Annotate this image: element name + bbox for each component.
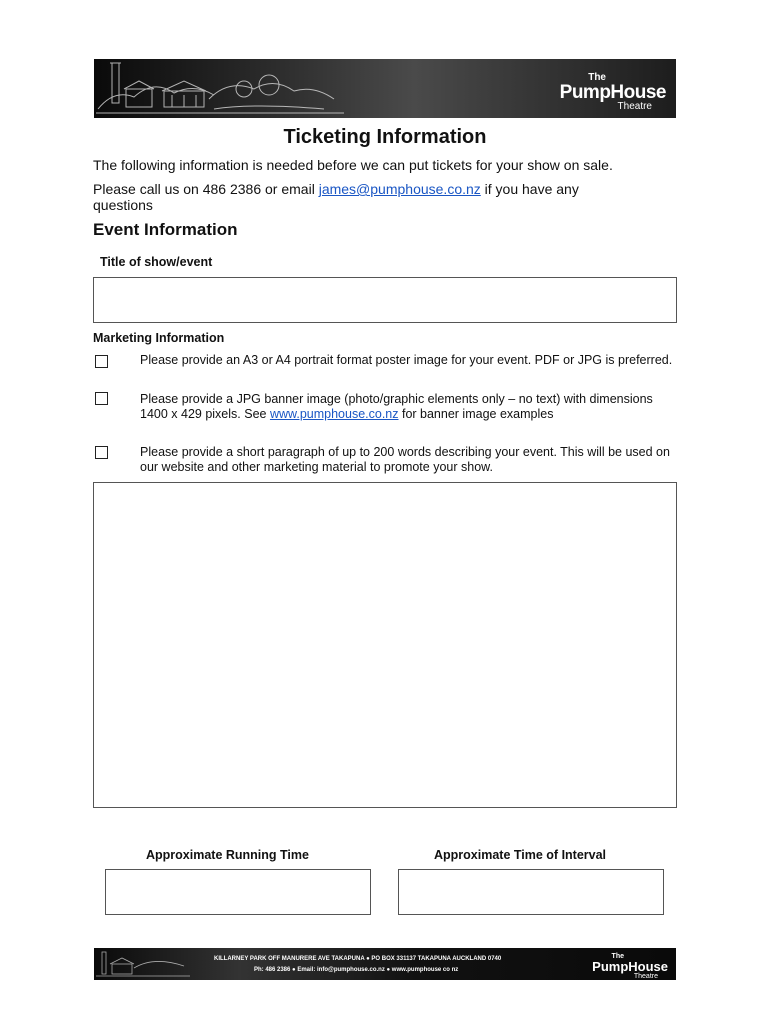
running-time-field[interactable] bbox=[105, 869, 371, 915]
intro-call-text: Please call us on 486 2386 or email bbox=[93, 181, 319, 197]
pumphouse-sketch-illustration bbox=[94, 59, 354, 118]
banner-instruction-text: Please provide a JPG banner image (photo/graphic elements only – no text) with dimensions 1400 x 429 pixels. See bbox=[140, 392, 653, 421]
footer-address: KILLARNEY PARK OFF MANURERE AVE TAKAPUNA ● PO BOX 331137 TAKAPUNA AUCKLAND 0740 bbox=[214, 956, 502, 962]
running-time-label: Approximate Running Time bbox=[146, 848, 309, 862]
header-banner bbox=[94, 59, 676, 118]
description-checkbox[interactable] bbox=[95, 446, 108, 459]
interval-time-field[interactable] bbox=[398, 869, 664, 915]
page-title: Ticketing Information bbox=[283, 126, 487, 148]
website-link[interactable]: www.pumphouse.co.nz bbox=[269, 407, 399, 421]
footer-banner bbox=[94, 948, 676, 980]
logo-the: The bbox=[588, 72, 606, 83]
footer-logo-pumphouse: PumpHouse bbox=[592, 959, 668, 974]
footer-sketch-illustration bbox=[94, 948, 194, 980]
intro-line-3: questions bbox=[93, 197, 153, 213]
event-description-field[interactable] bbox=[93, 482, 677, 808]
event-information-heading: Event Information bbox=[93, 220, 238, 239]
footer-logo-theatre: Theatre bbox=[633, 973, 658, 980]
title-of-show-field[interactable] bbox=[93, 277, 677, 323]
poster-instruction: Please provide an A3 or A4 portrait format poster image for your event. PDF or JPG is preferred. bbox=[140, 353, 673, 367]
logo-pumphouse: PumpHouse bbox=[559, 82, 666, 103]
marketing-information-heading: Marketing Information bbox=[93, 331, 225, 345]
footer-logo bbox=[592, 953, 668, 980]
banner-checkbox[interactable] bbox=[95, 392, 108, 405]
interval-time-label: Approximate Time of Interval bbox=[434, 848, 607, 862]
poster-checkbox[interactable] bbox=[95, 355, 108, 368]
intro-call-suffix: if you have any bbox=[480, 181, 579, 197]
title-of-show-label: Title of show/event bbox=[100, 255, 213, 269]
banner-instruction bbox=[140, 392, 680, 422]
description-instruction: Please provide a short paragraph of up to 200 words describing your event. This will be used on our website and other marketing material to promote your show. bbox=[140, 445, 670, 474]
intro-line-1: The following information is needed before we can put tickets for your show on sale. bbox=[93, 157, 613, 173]
footer-logo-the: The bbox=[611, 953, 624, 960]
footer-contact: Ph: 486 2386 ● Email: info@pumphouse.co.nz ● www.pumphouse co nz bbox=[254, 967, 459, 973]
banner-instruction-suffix: for banner image examples bbox=[398, 407, 554, 421]
logo-theatre: Theatre bbox=[617, 101, 652, 112]
email-link[interactable]: james@pumphouse.co.nz bbox=[318, 181, 481, 197]
intro-line-2 bbox=[93, 181, 579, 197]
pumphouse-logo bbox=[560, 73, 666, 112]
